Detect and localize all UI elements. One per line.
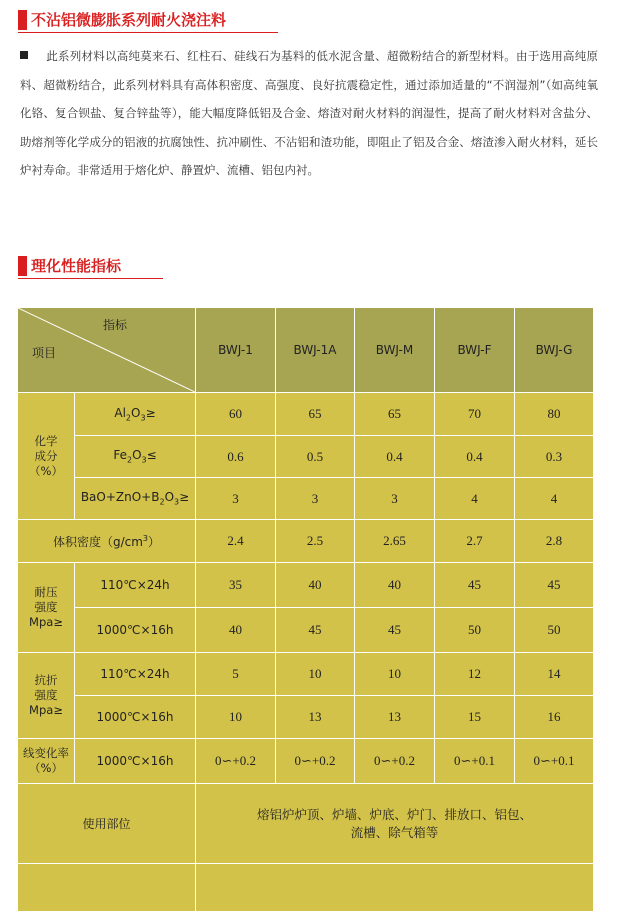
table-cell: 40	[196, 608, 276, 653]
chem-group-label: 化学 成分 （%）	[18, 393, 75, 520]
table-cell: 3	[196, 478, 276, 520]
table-row	[18, 696, 594, 739]
section-title: 不沾铝微膨胀系列耐火浇注料	[31, 11, 227, 29]
table-cell: 3	[276, 478, 355, 520]
table-cell: 2.65	[355, 520, 435, 563]
header-index: 指标	[102, 318, 127, 332]
product-header: BWJ-G	[515, 308, 594, 393]
condition-label: 110℃×24h	[75, 653, 196, 696]
table-cell: 0∽+0.2	[276, 739, 355, 784]
heading-underline	[18, 32, 278, 33]
table-cell: 0.4	[435, 436, 515, 478]
empty-cell	[196, 864, 594, 912]
table-cell: 0∽+0.1	[435, 739, 515, 784]
table-cell: 13	[276, 696, 355, 739]
header-item: 项目	[32, 346, 57, 360]
product-header: BWJ-1A	[276, 308, 355, 393]
table-row	[18, 608, 594, 653]
empty-cell	[18, 864, 196, 912]
product-header: BWJ-M	[355, 308, 435, 393]
table-cell: 45	[355, 608, 435, 653]
table-cell: 13	[355, 696, 435, 739]
table-row	[18, 784, 594, 864]
table-cell: 12	[435, 653, 515, 696]
table-cell: 0∽+0.1	[515, 739, 594, 784]
table-cell: 45	[435, 563, 515, 608]
table-cell: 2.4	[196, 520, 276, 563]
usage-value: 熔铝炉炉顶、炉墙、炉底、炉门、排放口、铝包、 流槽、除气箱等	[196, 784, 594, 864]
table-cell: 0.6	[196, 436, 276, 478]
table-cell: 0.3	[515, 436, 594, 478]
heading-marker	[18, 256, 27, 276]
table-cell: 5	[196, 653, 276, 696]
section-title: 理化性能指标	[31, 257, 122, 275]
section-heading-properties	[18, 256, 125, 276]
table-cell: 10	[355, 653, 435, 696]
density-label: 体积密度$(g/cm^3)$	[18, 520, 196, 563]
linear-group-label: 线变化率 （%）	[18, 739, 75, 784]
table-cell: 10	[196, 696, 276, 739]
table-row	[18, 653, 594, 696]
table-cell: 4	[515, 478, 594, 520]
table-cell: 3	[355, 478, 435, 520]
section-heading-product	[18, 10, 230, 30]
table-cell: 60	[196, 393, 276, 436]
table-cell: 16	[515, 696, 594, 739]
table-cell: 15	[435, 696, 515, 739]
condition-label: 1000℃×16h	[75, 739, 196, 784]
table-cell: 14	[515, 653, 594, 696]
flexural-group-label: 抗折 强度 Mpa≥	[18, 653, 75, 739]
product-header: BWJ-F	[435, 308, 515, 393]
table-header-row	[18, 308, 594, 393]
table-cell: 0∽+0.2	[196, 739, 276, 784]
table-cell: 0∽+0.2	[355, 739, 435, 784]
table-cell: 2.7	[435, 520, 515, 563]
heading-underline	[18, 278, 163, 279]
table-cell: 40	[355, 563, 435, 608]
table-cell: 80	[515, 393, 594, 436]
table-cell: 0.5	[276, 436, 355, 478]
al2o3-label: $Al_2O_3\ge$	[75, 393, 196, 436]
table-cell: 10	[276, 653, 355, 696]
table-row	[18, 478, 594, 520]
table-cell: 45	[276, 608, 355, 653]
table-cell: 40	[276, 563, 355, 608]
diagonal-header-cell	[18, 308, 196, 393]
bullet-square-icon	[20, 51, 28, 59]
bao-label: $BaO+ZnO+B_2O_3\ge$	[75, 478, 196, 520]
table-row	[18, 563, 594, 608]
table-row	[18, 520, 594, 563]
table-row	[18, 436, 594, 478]
table-cell: 4	[435, 478, 515, 520]
intro-paragraph	[20, 42, 598, 185]
table-row-empty	[18, 864, 594, 912]
table-cell: 35	[196, 563, 276, 608]
properties-table	[17, 307, 594, 912]
heading-marker	[18, 10, 27, 30]
condition-label: 1000℃×16h	[75, 608, 196, 653]
usage-label: 使用部位	[18, 784, 196, 864]
table-cell: 2.5	[276, 520, 355, 563]
product-header: BWJ-1	[196, 308, 276, 393]
table-cell: 0.4	[355, 436, 435, 478]
table-cell: 50	[515, 608, 594, 653]
intro-text: 此系列材料以高纯莫来石、红柱石、硅线石为基料的低水泥含量、超微粉结合的新型材料。由于选用高纯原料、超微粉结合，此系列材料具有高体积密度、高强度、良好抗震稳定性，通过添加适量的“不润湿剂”（如高纯氧化铬、复合钡盐、复合锌盐等），能大幅度降低铝及合金、熔渣对耐火材料的润湿性，提高了耐火材料对含盐分、助熔剂等化学成分的铝液的抗腐蚀性、抗冲刷性、不沾铝和渣功能，即阻止了铝及合金、熔渣渗入耐火材料，延长炉衬寿命。非常适用于熔化炉、静置炉、流槽、铝包内衬。	[20, 49, 598, 177]
table-cell: 50	[435, 608, 515, 653]
condition-label: 110℃×24h	[75, 563, 196, 608]
table-row	[18, 393, 594, 436]
compressive-group-label: 耐压 强度 Mpa≥	[18, 563, 75, 653]
table-cell: 2.8	[515, 520, 594, 563]
table-row	[18, 739, 594, 784]
table-cell: 65	[355, 393, 435, 436]
fe2o3-label: $Fe_2O_3\le$	[75, 436, 196, 478]
table-cell: 65	[276, 393, 355, 436]
condition-label: 1000℃×16h	[75, 696, 196, 739]
table-cell: 45	[515, 563, 594, 608]
table-cell: 70	[435, 393, 515, 436]
